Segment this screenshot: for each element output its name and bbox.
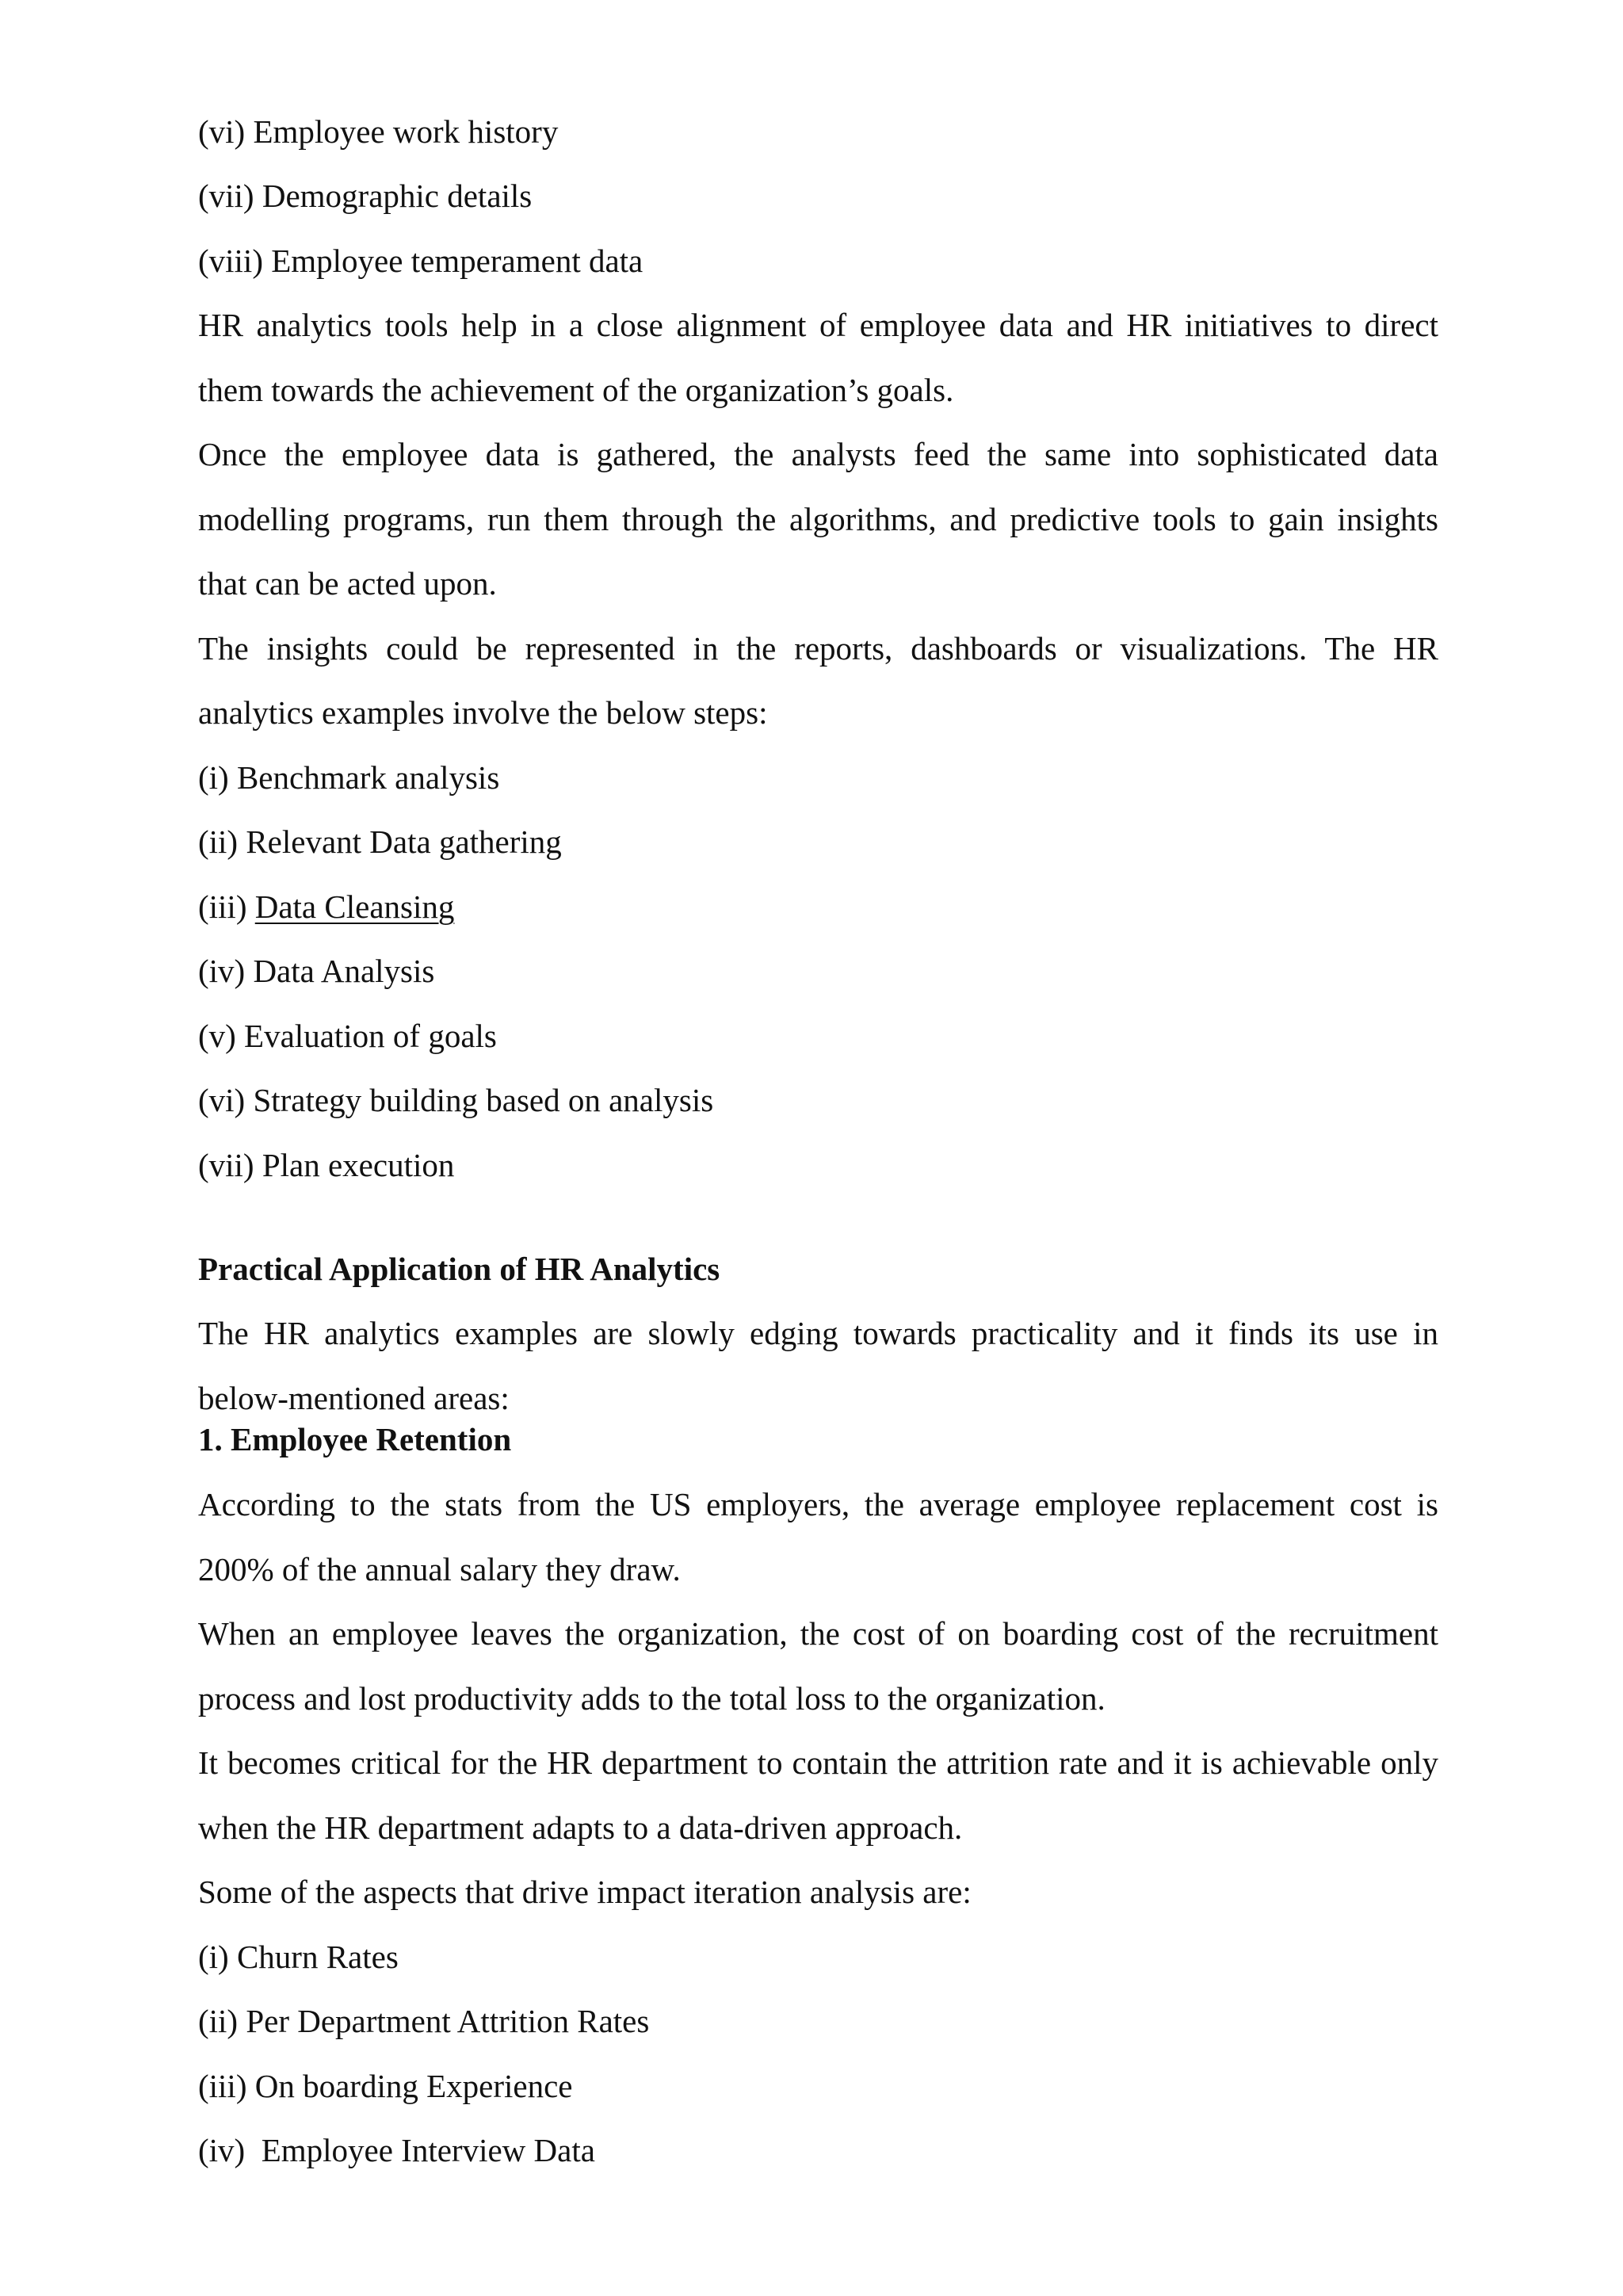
paragraph-line: The insights could be represented in the reports, dashboards or visualizations. The HR [198, 630, 1438, 667]
list-item: (vii) Demographic details [198, 178, 533, 214]
list-item: (vi) Employee work history [198, 113, 559, 150]
list-item: (ii) Per Department Attrition Rates [198, 2003, 650, 2039]
step-item: (iv) Data Analysis [198, 953, 435, 989]
list-item: (iv) Employee Interview Data [198, 2132, 595, 2168]
list-item: (iii) On boarding Experience [198, 2068, 573, 2104]
paragraph-line: that can be acted upon. [198, 565, 497, 602]
paragraph-line: process and lost productivity adds to the total loss to the organization. [198, 1680, 1106, 1717]
step-item [198, 887, 454, 926]
paragraph-line: modelling programs, run them through the algorithms, and predictive tools to gain insights [198, 501, 1438, 537]
step-item: (i) Benchmark analysis [198, 759, 500, 796]
data-cleansing-link[interactable]: Data Cleansing [254, 888, 455, 925]
paragraph-line: Some of the aspects that drive impact iteration analysis are: [198, 1874, 972, 1910]
paragraph-line: The HR analytics examples are slowly edging towards practicality and it finds its use in [198, 1315, 1438, 1351]
section-heading: Practical Application of HR Analytics [198, 1251, 720, 1287]
paragraph-line: HR analytics tools help in a close alignment of employee data and HR initiatives to direct [198, 307, 1438, 343]
step-item: (vi) Strategy building based on analysis [198, 1082, 714, 1118]
subsection-heading: 1. Employee Retention [198, 1421, 512, 1457]
paragraph-line: It becomes critical for the HR department to contain the attrition rate and it is achievable only [198, 1744, 1438, 1781]
paragraph-line: 200% of the annual salary they draw. [198, 1551, 681, 1587]
paragraph-line: them towards the achievement of the organization’s goals. [198, 372, 954, 408]
paragraph-line: Once the employee data is gathered, the analysts feed the same into sophisticated data [198, 436, 1438, 472]
paragraph-line: when the HR department adapts to a data-driven approach. [198, 1809, 963, 1846]
list-item: (viii) Employee temperament data [198, 243, 643, 279]
step-item: (vii) Plan execution [198, 1147, 455, 1183]
paragraph-line: analytics examples involve the below steps: [198, 694, 768, 731]
paragraph-line: According to the stats from the US employers, the average employee replacement cost is [198, 1486, 1438, 1522]
paragraph-line: below-mentioned areas: [198, 1380, 510, 1416]
step-item: (v) Evaluation of goals [198, 1018, 497, 1054]
list-item: (i) Churn Rates [198, 1939, 399, 1975]
step-number: (iii) [198, 888, 255, 925]
step-item: (ii) Relevant Data gathering [198, 823, 562, 860]
paragraph-line: When an employee leaves the organization, the cost of on boarding cost of the recruitment [198, 1615, 1438, 1652]
